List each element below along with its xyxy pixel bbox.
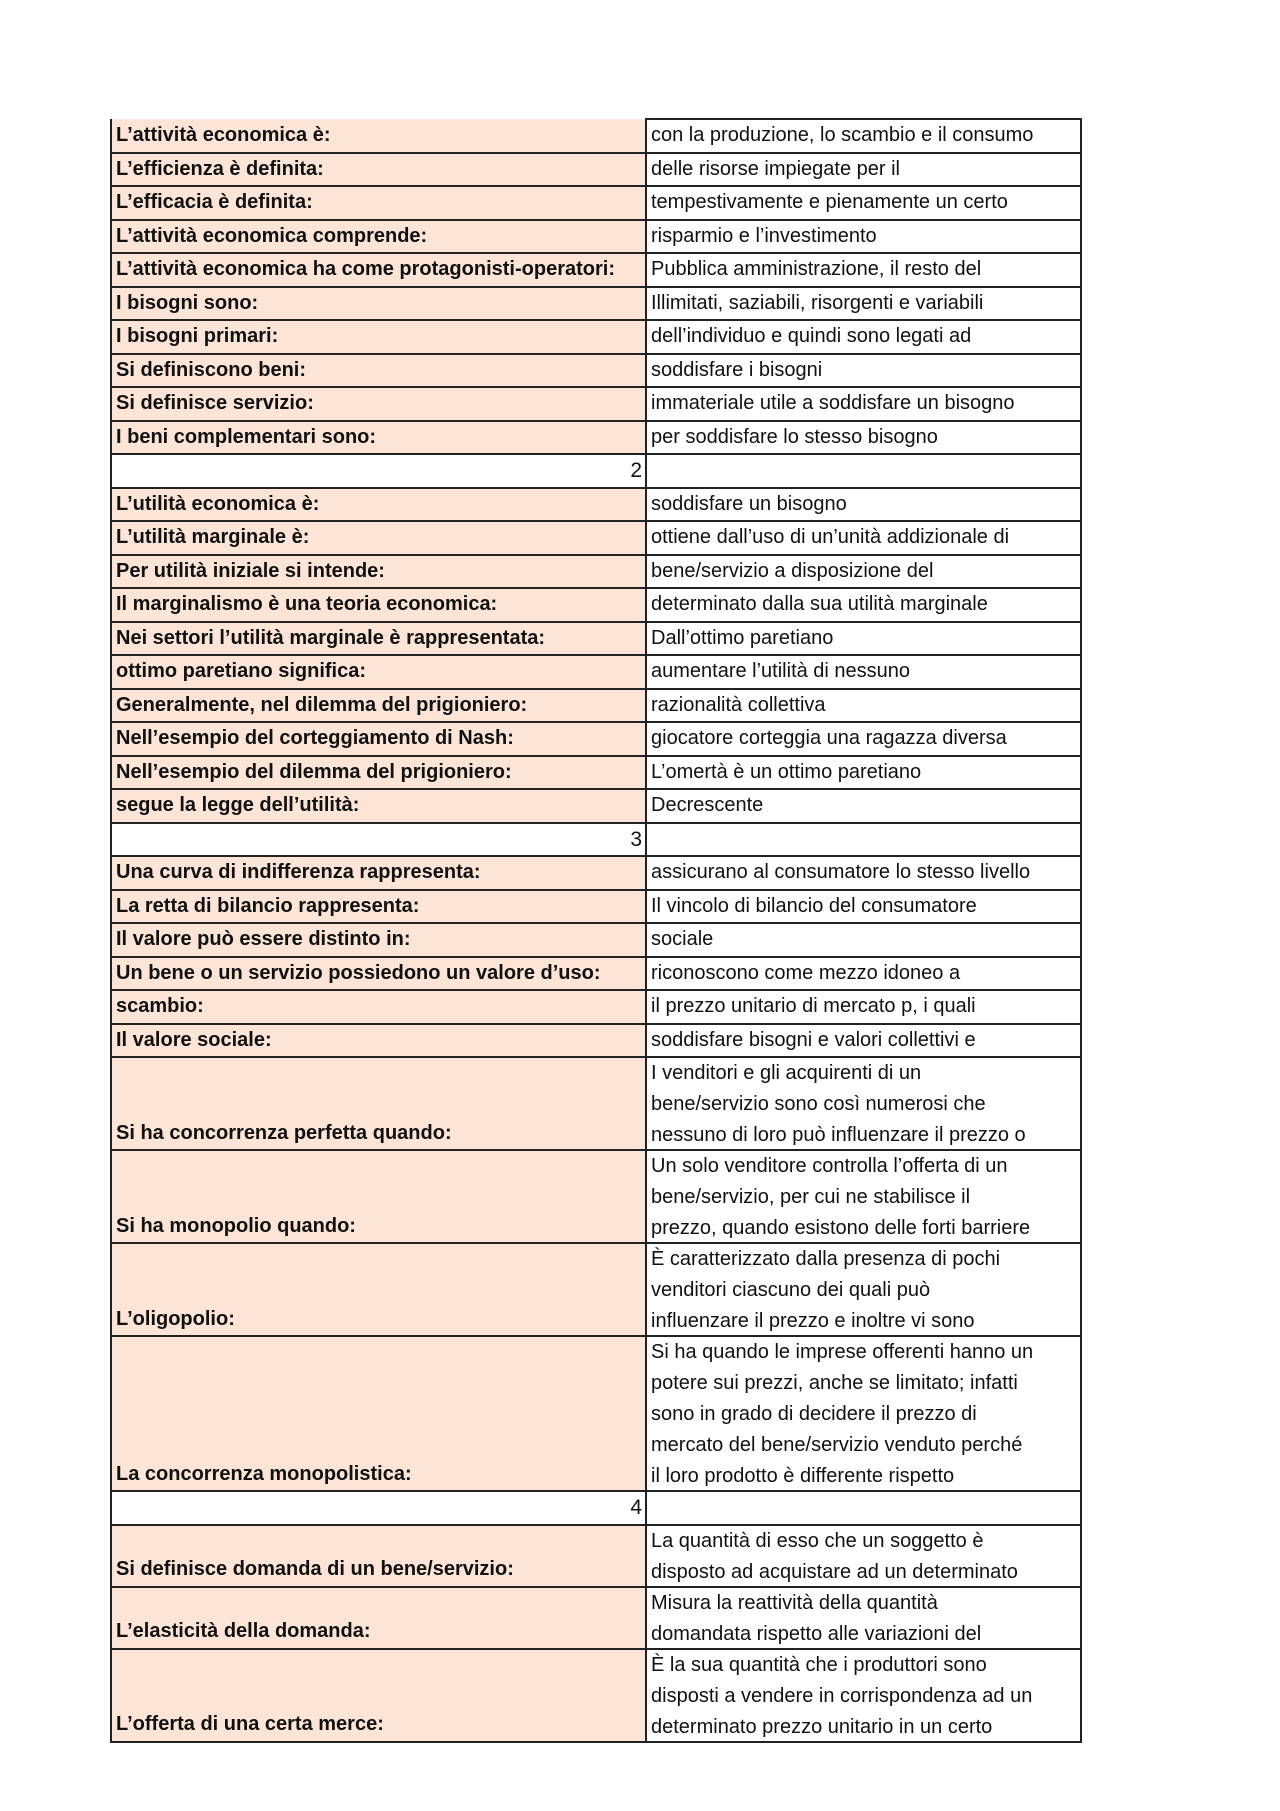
answer-line: Misura la reattività della quantità <box>651 1591 938 1614</box>
table-row <box>111 387 1081 421</box>
table-row <box>111 622 1081 656</box>
answer-cell: razionalità collettiva <box>646 689 1081 723</box>
question-cell: L’utilità marginale è: <box>111 521 646 555</box>
question-cell: L’oligopolio: <box>111 1243 646 1336</box>
answer-cell <box>646 1150 1081 1243</box>
table-row <box>111 1243 1081 1336</box>
table-row <box>111 722 1081 756</box>
answer-line: disposti a vendere in corrispondenza ad un <box>651 1684 1033 1707</box>
answer-line: disposto ad acquistare ad un determinato <box>651 1560 1018 1583</box>
section-blank-cell <box>646 823 1081 857</box>
answer-cell <box>646 1525 1081 1587</box>
answer-line: È caratterizzato dalla presenza di pochi <box>651 1248 1001 1270</box>
table-row <box>111 521 1081 555</box>
table-row <box>111 789 1081 823</box>
answer-cell: ottiene dall’uso di un’unità addizionale di <box>646 521 1081 555</box>
question-cell: Nell’esempio del dilemma del prigioniero: <box>111 756 646 790</box>
answer-line: sono in grado di decidere il prezzo di <box>651 1403 977 1425</box>
answer-line: Si ha quando le imprese offerenti hanno un <box>651 1341 1034 1363</box>
answer-cell: Decrescente <box>646 789 1081 823</box>
question-cell: Per utilità iniziale si intende: <box>111 555 646 589</box>
answer-cell: con la produzione, lo scambio e il consumo <box>646 119 1081 153</box>
answer-cell: il prezzo unitario di mercato p, i quali <box>646 990 1081 1024</box>
answer-line: Un solo venditore controlla l’offerta di un <box>651 1155 1008 1177</box>
answer-line: determinato prezzo unitario in un certo <box>651 1715 993 1738</box>
answer-cell: tempestivamente e pienamente un certo <box>646 186 1081 220</box>
answer-line: mercato del bene/servizio venduto perché <box>651 1434 1023 1456</box>
answer-cell: Illimitati, saziabili, risorgenti e variabili <box>646 287 1081 321</box>
table-row <box>111 957 1081 991</box>
answer-cell: riconoscono come mezzo idoneo a <box>646 957 1081 991</box>
question-cell: L’efficienza è definita: <box>111 153 646 187</box>
answer-line: I venditori e gli acquirenti di un <box>651 1062 922 1084</box>
answer-lines <box>651 1151 1076 1243</box>
answer-cell <box>646 1057 1081 1150</box>
question-cell: L’efficacia è definita: <box>111 186 646 220</box>
question-cell: segue la legge dell’utilità: <box>111 789 646 823</box>
question-cell: Generalmente, nel dilemma del prigioniero: <box>111 689 646 723</box>
question-cell: L’attività economica ha come protagonisti-operatori: <box>111 253 646 287</box>
quiz-table-body <box>111 119 1081 1742</box>
table-row <box>111 1336 1081 1491</box>
answer-line: bene/servizio sono così numerosi che <box>651 1093 986 1115</box>
question-cell: Si ha monopolio quando: <box>111 1150 646 1243</box>
table-row <box>111 153 1081 187</box>
table-row <box>111 990 1081 1024</box>
table-row <box>111 1057 1081 1150</box>
section-number-row <box>111 454 1081 488</box>
question-cell: I bisogni primari: <box>111 320 646 354</box>
answer-lines <box>651 1337 1076 1491</box>
question-cell: Un bene o un servizio possiedono un valore d’uso: <box>111 957 646 991</box>
answer-line: nessuno di loro può influenzare il prezzo o <box>651 1124 1026 1146</box>
question-cell: Nei settori l’utilità marginale è rappresentata: <box>111 622 646 656</box>
question-cell: L’attività economica comprende: <box>111 220 646 254</box>
table-row <box>111 1649 1081 1742</box>
answer-cell: Dall’ottimo paretiano <box>646 622 1081 656</box>
answer-cell: determinato dalla sua utilità marginale <box>646 588 1081 622</box>
table-row <box>111 253 1081 287</box>
table-row <box>111 1525 1081 1587</box>
table-row <box>111 890 1081 924</box>
answer-cell: aumentare l’utilità di nessuno <box>646 655 1081 689</box>
answer-line: potere sui prezzi, anche se limitato; infatti <box>651 1372 1018 1394</box>
table-row <box>111 1587 1081 1649</box>
question-cell: Si ha concorrenza perfetta quando: <box>111 1057 646 1150</box>
answer-line: domandata rispetto alle variazioni del <box>651 1622 982 1645</box>
answer-cell: L’omertà è un ottimo paretiano <box>646 756 1081 790</box>
question-cell: La concorrenza monopolistica: <box>111 1336 646 1491</box>
table-row <box>111 1150 1081 1243</box>
answer-cell: soddisfare bisogni e valori collettivi e <box>646 1024 1081 1058</box>
table-row <box>111 421 1081 455</box>
answer-line: influenzare il prezzo e inoltre vi sono <box>651 1310 975 1332</box>
answer-cell: soddisfare i bisogni <box>646 354 1081 388</box>
answer-cell: immateriale utile a soddisfare un bisogno <box>646 387 1081 421</box>
question-cell: Il marginalismo è una teoria economica: <box>111 588 646 622</box>
question-cell: Nell’esempio del corteggiamento di Nash: <box>111 722 646 756</box>
question-cell: Il valore può essere distinto in: <box>111 923 646 957</box>
table-row <box>111 655 1081 689</box>
table-row <box>111 756 1081 790</box>
table-row <box>111 689 1081 723</box>
answer-line: La quantità di esso che un soggetto è <box>651 1529 984 1552</box>
section-number: 3 <box>111 823 646 857</box>
answer-cell: Il vincolo di bilancio del consumatore <box>646 890 1081 924</box>
table-row <box>111 119 1081 153</box>
table-row <box>111 488 1081 522</box>
section-blank-cell <box>646 454 1081 488</box>
answer-cell <box>646 1243 1081 1336</box>
section-number-row <box>111 1491 1081 1525</box>
section-number-row <box>111 823 1081 857</box>
answer-line: prezzo, quando esistono delle forti barriere <box>651 1217 1031 1239</box>
table-row <box>111 856 1081 890</box>
answer-line: bene/servizio, per cui ne stabilisce il <box>651 1186 971 1208</box>
answer-line: il loro prodotto è differente rispetto <box>651 1465 955 1487</box>
question-cell: L’utilità economica è: <box>111 488 646 522</box>
answer-cell: bene/servizio a disposizione del <box>646 555 1081 589</box>
section-number: 2 <box>111 454 646 488</box>
table-row <box>111 320 1081 354</box>
question-cell: La retta di bilancio rappresenta: <box>111 890 646 924</box>
answer-lines <box>651 1588 1076 1649</box>
question-cell: I bisogni sono: <box>111 287 646 321</box>
answer-cell: sociale <box>646 923 1081 957</box>
answer-cell: delle risorse impiegate per il <box>646 153 1081 187</box>
answer-cell: Pubblica amministrazione, il resto del <box>646 253 1081 287</box>
question-cell: Una curva di indifferenza rappresenta: <box>111 856 646 890</box>
section-blank-cell <box>646 1491 1081 1525</box>
question-cell: Si definisce servizio: <box>111 387 646 421</box>
answer-cell: soddisfare un bisogno <box>646 488 1081 522</box>
quiz-table <box>110 118 1082 1743</box>
question-cell: scambio: <box>111 990 646 1024</box>
table-row <box>111 923 1081 957</box>
question-cell: I beni complementari sono: <box>111 421 646 455</box>
answer-line: È la sua quantità che i produttori sono <box>651 1653 987 1676</box>
question-cell: Si definisce domanda di un bene/servizio: <box>111 1525 646 1587</box>
answer-lines <box>651 1650 1076 1742</box>
answer-lines <box>651 1526 1076 1587</box>
table-row <box>111 220 1081 254</box>
answer-cell: risparmio e l’investimento <box>646 220 1081 254</box>
table-row <box>111 1024 1081 1058</box>
answer-line: venditori ciascuno dei quali può <box>651 1279 931 1301</box>
answer-cell: giocatore corteggia una ragazza diversa <box>646 722 1081 756</box>
answer-cell: assicurano al consumatore lo stesso livello <box>646 856 1081 890</box>
table-row <box>111 555 1081 589</box>
question-cell: Si definiscono beni: <box>111 354 646 388</box>
table-row <box>111 186 1081 220</box>
table-row <box>111 354 1081 388</box>
answer-lines <box>651 1058 1076 1150</box>
question-cell: L’attività economica è: <box>111 119 646 153</box>
answer-cell <box>646 1336 1081 1491</box>
answer-lines <box>651 1244 1076 1336</box>
answer-cell <box>646 1649 1081 1742</box>
question-cell: L’offerta di una certa merce: <box>111 1649 646 1742</box>
question-cell: Il valore sociale: <box>111 1024 646 1058</box>
answer-cell: per soddisfare lo stesso bisogno <box>646 421 1081 455</box>
table-row <box>111 588 1081 622</box>
answer-cell <box>646 1587 1081 1649</box>
section-number: 4 <box>111 1491 646 1525</box>
table-row <box>111 287 1081 321</box>
question-cell: L’elasticità della domanda: <box>111 1587 646 1649</box>
question-cell: ottimo paretiano significa: <box>111 655 646 689</box>
answer-cell: dell’individuo e quindi sono legati ad <box>646 320 1081 354</box>
